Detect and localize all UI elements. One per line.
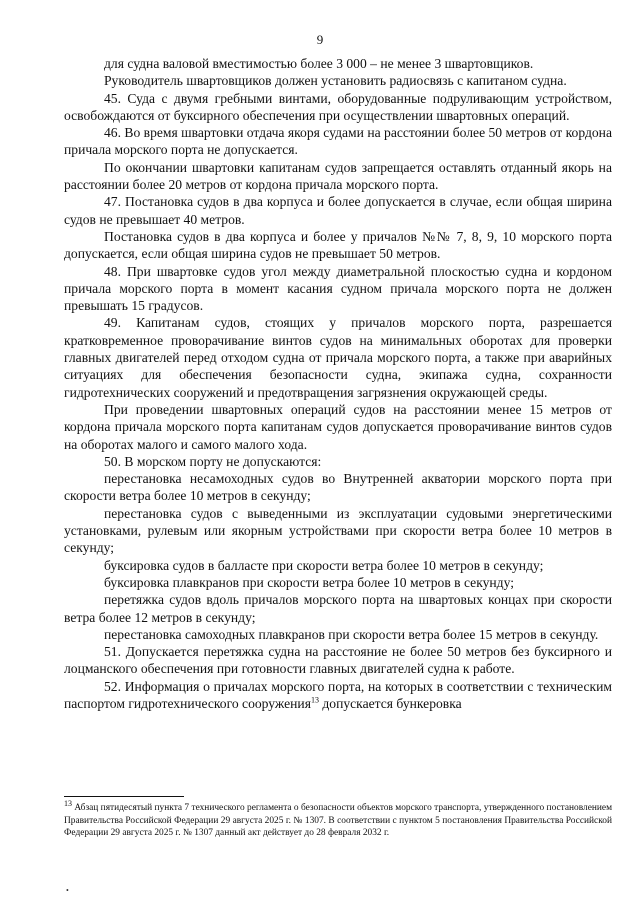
footnote: [64, 798, 612, 840]
page-number: 9: [316, 32, 324, 47]
paragraph-last-tail: допускается бункеровка: [318, 695, 462, 711]
margin-mark: •: [66, 886, 69, 895]
paragraph: Постановка судов в два корпуса и более у причалов №№ 7, 8, 9, 10 морского порта допускается, если общая ширина судов не превышает 50 метров.: [64, 228, 612, 262]
paragraph: 49. Капитанам судов, стоящих у причалов морского порта, разрешается кратковременное проворачивание винтов судов на минимальных оборотах для проверки главных двигателей перед отходом судна от причала морского порта, а также при аварийных ситуациях для обеспечения безопасности судна, экипажа судна, сохранности гидротехнических сооружений и предотвращения загрязнения окружающей среды.: [64, 315, 612, 400]
footnote-reference[interactable]: 13: [310, 695, 319, 705]
paragraph-last-text: 52. Информация о причалах морского порта, на которых в соответствии с техническим паспортом гидротехнического сооружения: [64, 678, 612, 711]
paragraph: буксировка судов в балласте при скорости ветра более 10 метров в секунду;: [104, 557, 544, 573]
paragraph: 51. Допускается перетяжка судна на расстояние не более 50 метров без буксирного и лоцманского обеспечения при готовности главных двигателей судна к работе.: [64, 644, 612, 677]
paragraph: Руководитель швартовщиков должен установить радиосвязь с капитаном судна.: [104, 73, 567, 89]
paragraph: буксировка плавкранов при скорости ветра более 10 метров в секунду;: [104, 574, 514, 590]
paragraph: 46. Во время швартовки отдача якоря судами на расстоянии более 50 метров от кордона причала морского порта не допускается.: [64, 125, 612, 158]
footnote-text: Абзац пятидесятый пункта 7 технического регламента о безопасности объектов морского транспорта, утвержденного постановлением Правительства Российской Федерации 29 августа 2025 г. № 1307. В соответствии с пунктом 5 постановления Правительства Российской Федерации 29 августа 2025 г. № 1307 данный акт действует до 28 февраля 2032 г.: [64, 803, 612, 839]
paragraph: перетяжка судов вдоль причалов морского порта на швартовых концах при скорости ветра более 12 метров в секунду;: [64, 592, 612, 625]
footnote-divider: [64, 796, 184, 797]
paragraph: 45. Суда с двумя гребными винтами, оборудованные подруливающим устройством, освобождаются от буксирного обеспечения при осуществлении швартовных операций.: [64, 90, 612, 123]
paragraph: 47. Постановка судов в два корпуса и более допускается в случае, если общая ширина судов не превышает 40 метров.: [64, 194, 612, 227]
paragraph: По окончании швартовки капитанам судов запрещается оставлять отданный якорь на расстоянии более 20 метров от кордона причала морского порта.: [64, 159, 612, 193]
footnote-number: 13: [64, 798, 72, 808]
paragraph: для судна валовой вместимостью более 3 000 – не менее 3 швартовщиков.: [104, 56, 534, 71]
paragraph: перестановка самоходных плавкранов при скорости ветра более 15 метров в секунду.: [104, 626, 599, 642]
paragraph: перестановка несамоходных судов во Внутренней акватории морского порта при скорости ветра более 10 метров в секунду;: [64, 471, 612, 504]
paragraph: перестановка судов с выведенными из эксплуатации судовыми энергетическими установками, рулевым или якорным устройствами при скорости ветра более 10 метров в секунду;: [64, 505, 612, 556]
paragraph: 50. В морском порту не допускаются:: [104, 453, 322, 469]
paragraph: 48. При швартовке судов угол между диаметральной плоскостью судна и кордоном причала морского порта в момент касания судном причала морского порта не должен превышать 15 градусов.: [64, 263, 612, 314]
body-text: [64, 55, 612, 712]
paragraph-last: [64, 678, 612, 713]
paragraph: При проведении швартовных операций судов на расстоянии менее 15 метров от кордона причала морского порта капитанам судов допускается проворачивание винтов судов на оборотах малого и самого малого хода.: [64, 401, 612, 452]
